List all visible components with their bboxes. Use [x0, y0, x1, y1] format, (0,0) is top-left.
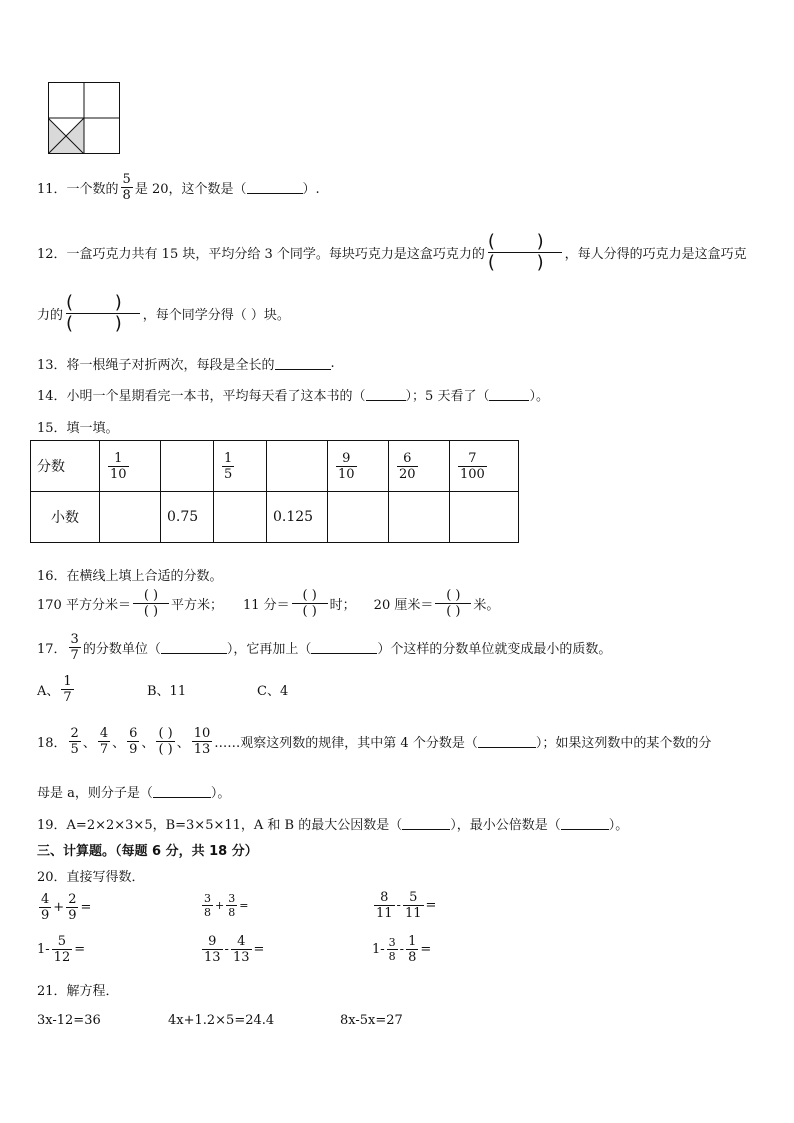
- question-16: 170 平方分米＝ $\frac{( )}{( )}$ 平方米； 11 分＝ $\frac{( )}{( )}$ 时； 20 厘米＝ $\frac{( )}{( )}$ 米。: [37, 588, 500, 619]
- option-a[interactable]: A、 $\frac{1}{7}$: [37, 674, 72, 705]
- question-17-options: [37, 674, 288, 705]
- fraction-blank[interactable]: $\frac{( )}{( )}$: [66, 292, 140, 334]
- answer-blank[interactable]: [153, 785, 211, 798]
- table-cell[interactable]: $\frac{6}{20}$: [389, 441, 450, 492]
- table-cell[interactable]: 0.125: [267, 492, 328, 543]
- calc-item[interactable]: $\frac{3}{8}$ + $\frac{3}{8}$ =: [204, 892, 249, 919]
- question-19: 19．A=2×2×3×5，B=3×5×11，A 和 B 的最大公因数是（ ），最小公倍数是（ ）。: [37, 818, 629, 833]
- question-13: 13．将一根绳子对折两次，每段是全长的 .: [37, 356, 335, 373]
- fraction: $\frac{2}{5}$: [70, 726, 79, 757]
- question-21-title: 21．解方程．: [37, 984, 119, 999]
- fraction-blank[interactable]: $\frac{( )}{( )}$: [133, 588, 169, 619]
- table-cell[interactable]: [328, 492, 389, 543]
- calc-item[interactable]: 1- $\frac{5}{12}$ =: [37, 934, 86, 965]
- equation[interactable]: 3x-12=36: [37, 1013, 101, 1028]
- answer-blank[interactable]: [247, 181, 303, 194]
- table-row: [31, 441, 519, 492]
- fraction-blank[interactable]: $\frac{( )}{( )}$: [292, 588, 328, 619]
- fraction: $\frac{10}{13}$: [193, 726, 211, 757]
- table-cell[interactable]: $\frac{1}{10}$: [100, 441, 161, 492]
- option-c[interactable]: C、4: [257, 684, 289, 699]
- table-cell[interactable]: $\frac{1}{5}$: [214, 441, 267, 492]
- fraction: $\frac{3}{7}$: [70, 632, 79, 663]
- equation[interactable]: 4x+1.2×5=24.4: [168, 1013, 275, 1028]
- fraction-decimal-table: [30, 440, 519, 543]
- calc-item[interactable]: $\frac{8}{11}$ - $\frac{5}{11}$ =: [376, 890, 437, 921]
- option-b[interactable]: B、11: [147, 684, 187, 699]
- answer-blank[interactable]: [311, 641, 377, 654]
- answer-blank[interactable]: [561, 817, 609, 830]
- calc-item[interactable]: 1- $\frac{3}{8}$ - $\frac{1}{8}$ =: [372, 934, 432, 965]
- question-12: 12．一盒巧克力共有 15 块，平均分给 3 个同学。每块巧克力是这盒巧克力的 $\frac{( )}{( )}$ ，每人分得的巧克力是这盒巧克: [37, 231, 747, 273]
- answer-blank[interactable]: [489, 388, 529, 401]
- question-18-line-2: 母是 a，则分子是（ ）。: [37, 786, 231, 801]
- table-cell[interactable]: $\frac{7}{100}$: [450, 441, 519, 492]
- fraction: $\frac{4}{7}$: [99, 726, 109, 757]
- table-row: [31, 492, 519, 543]
- fraction-blank[interactable]: $\frac{( )}{( )}$: [435, 588, 471, 619]
- question-14: 14．小明一个星期看完一本书，平均每天看了这本书的（ ）；5 天看了（ ）。: [37, 389, 549, 404]
- fraction-blank[interactable]: $\frac{( )}{( )}$: [487, 231, 562, 273]
- table-cell[interactable]: [100, 492, 161, 543]
- question-15-title: 15．填一填。: [37, 421, 119, 436]
- table-cell[interactable]: 0.75: [161, 492, 214, 543]
- row-label: 小数: [31, 492, 100, 543]
- answer-blank[interactable]: [366, 388, 406, 401]
- calc-item[interactable]: $\frac{9}{13}$ - $\frac{4}{13}$ =: [204, 934, 265, 965]
- calc-item[interactable]: $\frac{4}{9}$ + $\frac{2}{9}$ =: [41, 892, 92, 923]
- equation[interactable]: 8x-5x=27: [340, 1013, 403, 1028]
- grid-figure: [48, 82, 120, 154]
- answer-blank[interactable]: [275, 357, 331, 370]
- answer-blank[interactable]: [478, 735, 536, 748]
- fraction: $\frac{6}{9}$: [129, 726, 138, 757]
- fraction-blank[interactable]: $\frac{( )}{( )}$: [158, 726, 173, 757]
- question-18: 18． $\frac{2}{5}$ 、 $\frac{4}{7}$ 、 $\frac{6}{9}$ 、 $\frac{( )}{( )}$ 、 $\frac{10}{13}$ ……观察这列数的规律，其中第 4 个分数是（ ）；如果这列数中的某个数的分: [37, 726, 712, 757]
- row-label: 分数: [31, 441, 100, 492]
- table-cell[interactable]: [214, 492, 267, 543]
- question-11: 11．一个数的 $\frac{5}{8}$ 是 20，这个数是（ ）.: [37, 172, 320, 203]
- table-cell[interactable]: [389, 492, 450, 543]
- section-heading: 三、计算题。（每题 6 分，共 18 分）: [37, 844, 258, 859]
- table-cell[interactable]: [161, 441, 214, 492]
- answer-blank[interactable]: [161, 641, 227, 654]
- question-20-title: 20．直接写得数．: [37, 870, 145, 885]
- table-cell[interactable]: [450, 492, 519, 543]
- table-cell[interactable]: $\frac{9}{10}$: [328, 441, 389, 492]
- question-12-line-2: 力的 $\frac{( )}{( )}$ ，每个同学分得（ ）块。: [37, 292, 290, 334]
- question-17: 17． $\frac{3}{7}$ 的分数单位（ ），它再加上（ ）个这样的分数单位就变成最小的质数。: [37, 632, 612, 663]
- fraction: $\frac{5}{8}$: [122, 172, 131, 203]
- question-16-title: 16．在横线上填上合适的分数。: [37, 569, 223, 584]
- answer-blank[interactable]: [402, 817, 450, 830]
- table-cell[interactable]: [267, 441, 328, 492]
